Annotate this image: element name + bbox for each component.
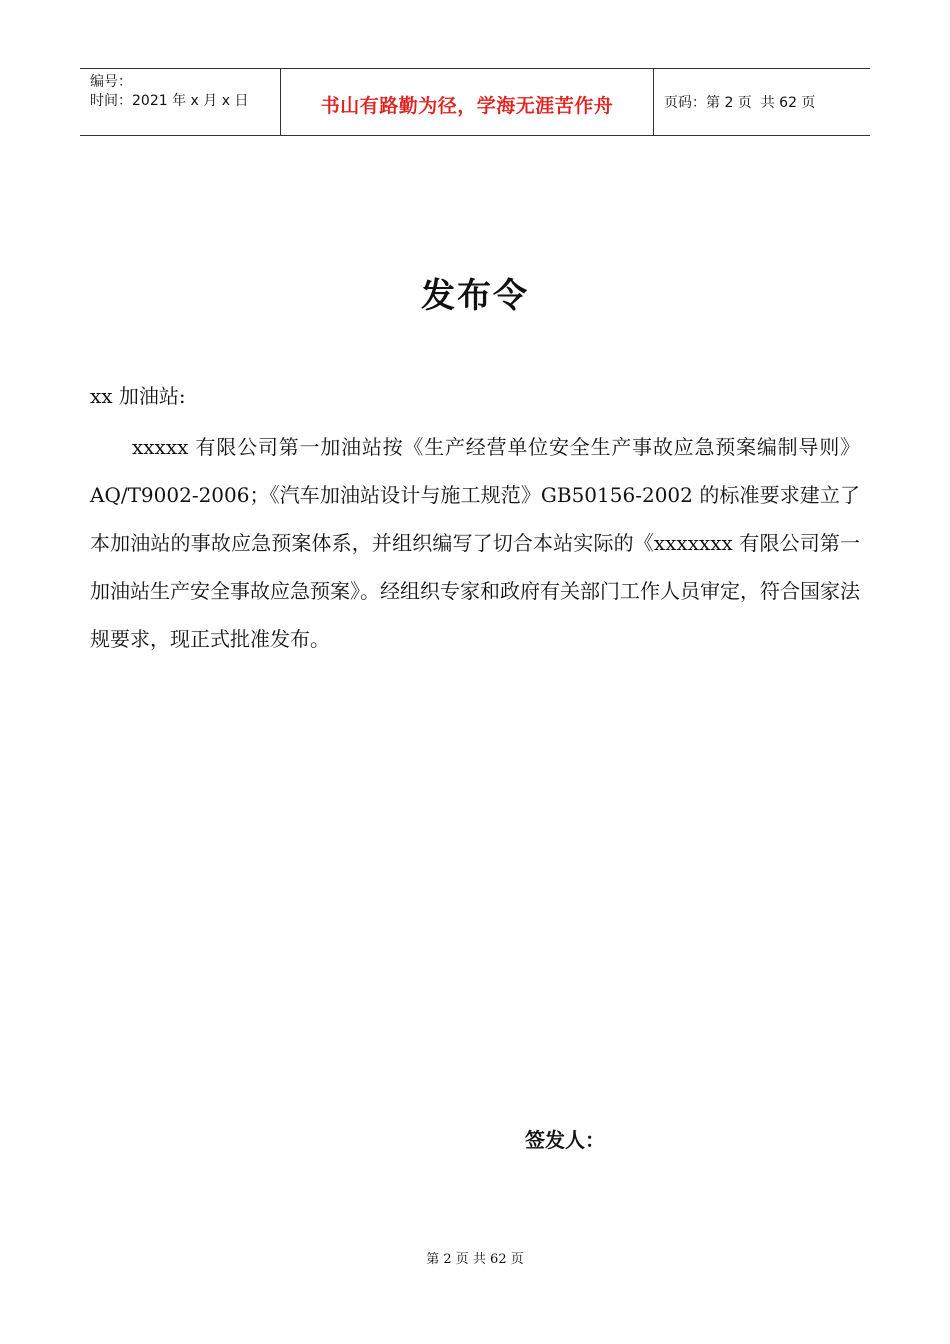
header-motto: 书山有路勤为径，学海无涯苦作舟: [320, 94, 614, 117]
header-motto-cell: [281, 69, 654, 135]
body-paragraph: xxxxx 有限公司第一加油站按《生产经营单位安全生产事故应急预案编制导则》AQ/T9002-2006；《汽车加油站设计与施工规范》GB50156-2002 的标准要求建立了本加油站的事故应急预案体系，并组织编写了切合本站实际的《xxxxxxx 有限公司第一加油站生产安全事故应急预案》。经组织专家和政府有关部门工作人员审定，符合国家法规要求，现正式批准发布。: [90, 435, 860, 651]
salutation: xx 加油站:: [90, 384, 186, 408]
document-number-label: 编号：: [90, 74, 132, 90]
header-page-cell: [654, 69, 870, 135]
header-page-code: 页码：第 2 页 共 62 页: [664, 95, 816, 111]
page-header: [80, 68, 870, 136]
document-body: [90, 423, 860, 663]
signer-label: 签发人：: [525, 1128, 605, 1152]
document-title: 发布令: [421, 276, 529, 316]
document-date: 时间：2021 年 x 月 x 日: [90, 93, 249, 109]
page-footer: 第 2 页 共 62 页: [426, 1252, 524, 1267]
header-meta: [80, 69, 281, 135]
